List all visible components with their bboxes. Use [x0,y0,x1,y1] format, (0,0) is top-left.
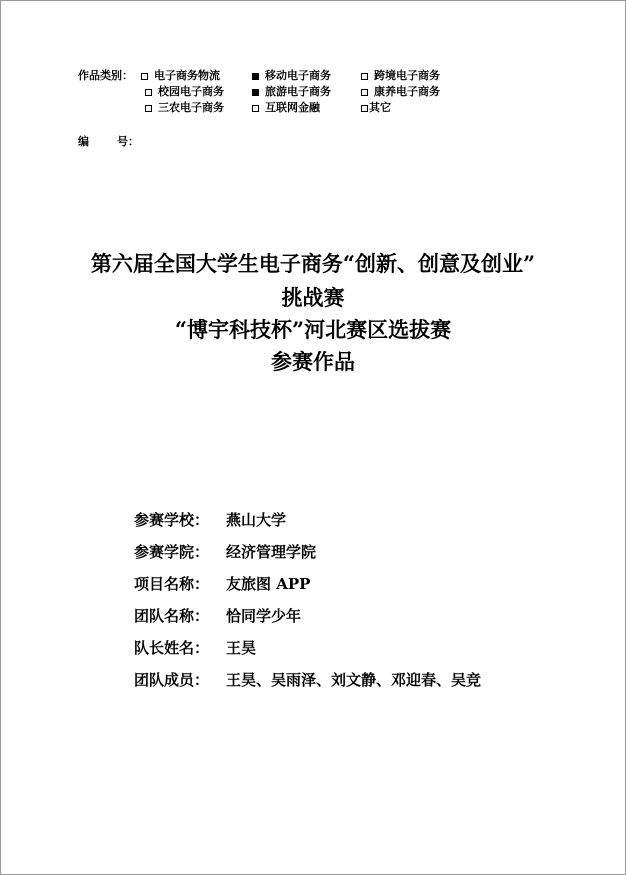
option-label: 互联网金融 [265,101,320,114]
checkbox-icon[interactable] [361,105,368,112]
category-option-other[interactable] [361,100,391,116]
option-label: 移动电子商务 [265,69,331,82]
serial-label-part1: 编 [78,135,89,148]
category-option-healthcare[interactable] [361,84,440,100]
info-label: 参赛学校： [134,511,210,529]
checkbox-icon[interactable] [252,105,259,112]
option-label: 三农电子商务 [158,101,224,114]
info-label: 参赛学院： [134,543,210,561]
option-label: 其它 [369,101,391,114]
category-label: 作品类别： [78,69,133,82]
info-value: 燕山大学 [226,511,287,529]
checkbox-icon[interactable] [361,73,368,80]
checkbox-checked-icon[interactable] [252,89,259,96]
category-option-campus[interactable] [145,84,224,100]
category-option-agriculture[interactable] [145,100,224,116]
info-value: 王昊、吴雨泽、刘文静、邓迎春、吴竞 [226,671,482,689]
info-value: 友旅图 APP [226,575,311,593]
title-line-1: 第六届全国大学生电子商务“创新、创意及创业” [90,251,536,276]
category-option-fintech[interactable] [252,100,320,116]
info-value: 恰同学少年 [226,607,302,625]
option-label: 电子商务物流 [154,69,220,82]
category-option-logistics[interactable] [141,68,220,84]
title-line-3: “博宇科技杯”河北赛区选拔赛 [174,317,452,342]
option-label: 跨境电子商务 [374,69,440,82]
option-label: 康养电子商务 [374,85,440,98]
checkbox-checked-icon[interactable] [252,73,259,80]
category-option-tourism[interactable] [252,84,331,100]
info-label: 队长姓名： [134,639,210,657]
title-line-4: 参赛作品 [271,349,355,374]
checkbox-icon[interactable] [145,89,152,96]
info-value: 王昊 [226,639,257,657]
info-value: 经济管理学院 [226,543,317,561]
option-label: 校园电子商务 [158,85,224,98]
category-option-crossborder[interactable] [361,68,440,84]
info-label: 团队成员： [134,671,210,689]
checkbox-icon[interactable] [145,105,152,112]
info-label: 项目名称： [134,575,210,593]
checkbox-icon[interactable] [361,89,368,96]
serial-label-part2: 号： [117,135,139,148]
title-line-2: 挑战赛 [281,285,345,310]
info-label: 团队名称： [134,607,210,625]
option-label: 旅游电子商务 [265,85,331,98]
checkbox-icon[interactable] [141,73,148,80]
category-option-mobile[interactable] [252,68,331,84]
